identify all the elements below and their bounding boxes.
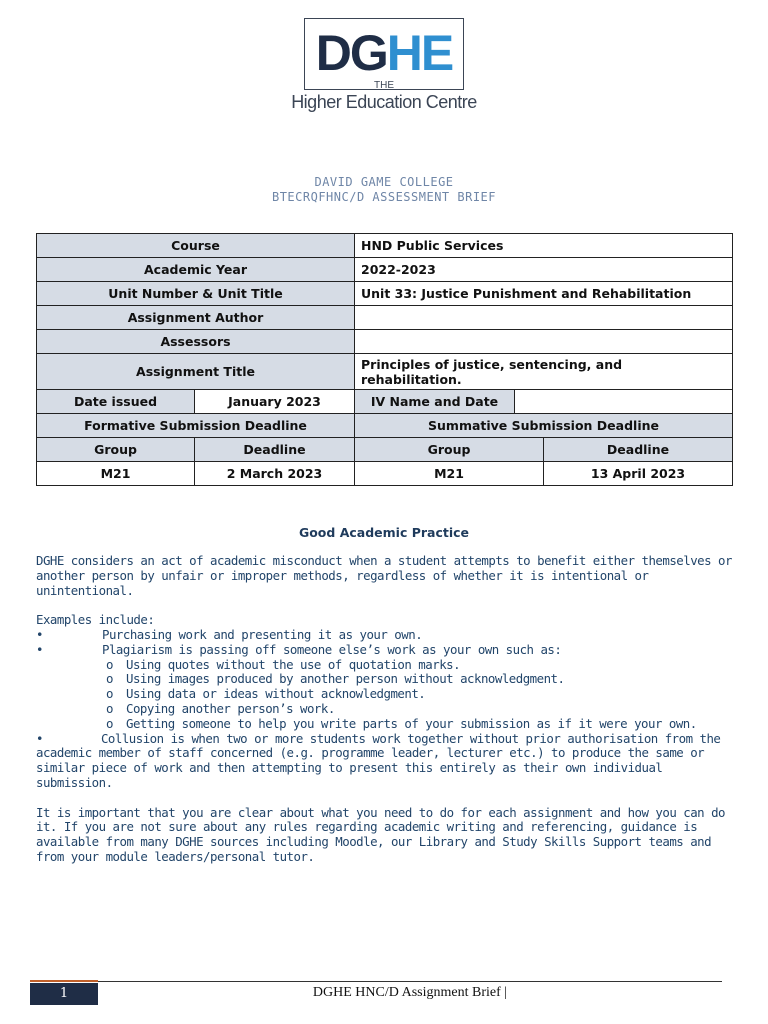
sub-bullet-icon: o — [106, 656, 113, 672]
list-item: o Using quotes without the use of quotation marks. — [106, 656, 461, 672]
assignment-title-label: Assignment Title — [37, 354, 355, 390]
footer-divider — [30, 981, 722, 982]
bullet-icon: • — [36, 641, 43, 657]
table-row — [37, 330, 733, 354]
bullet-icon: • — [36, 626, 43, 642]
iv-label: IV Name and Date — [355, 390, 515, 414]
document-header — [0, 175, 768, 205]
table-row — [37, 390, 733, 414]
list-item: • Plagiarism is passing off someone else’s work as your own such as: — [36, 641, 562, 657]
intro-paragraph: DGHE considers an act of academic misconduct when a student attempts to benefit either themselves or another person by unfair or improper methods, regardless of whether it is intentional or unintentional. — [36, 553, 732, 598]
unit-label: Unit Number & Unit Title — [37, 282, 355, 306]
footer-title: DGHE HNC/D Assignment Brief | — [312, 985, 508, 1000]
course-value: HND Public Services — [355, 234, 733, 258]
sub-bullet-icon: o — [106, 715, 113, 731]
summative-deadline-col-header: Deadline — [544, 438, 733, 462]
table-row — [37, 462, 733, 486]
list-item: o Copying another person’s work. — [106, 700, 335, 716]
course-label: Course — [37, 234, 355, 258]
bullet-icon: • — [36, 730, 43, 746]
examples-heading: Examples include: — [36, 612, 155, 628]
assessors-value — [355, 330, 733, 354]
table-row — [37, 258, 733, 282]
author-label: Assignment Author — [37, 306, 355, 330]
list-item: o Using images produced by another person without acknowledgment. — [106, 671, 565, 687]
date-issued-label: Date issued — [37, 390, 195, 414]
table-row — [37, 306, 733, 330]
list-item: o Getting someone to help you write parts of your submission as if it were your own. — [106, 715, 697, 731]
table-row — [37, 354, 733, 390]
list-item: o Using data or ideas without acknowledgment. — [106, 686, 426, 702]
page-number: 1 — [30, 983, 98, 1005]
author-value — [355, 306, 733, 330]
formative-deadline-value: 2 March 2023 — [195, 462, 355, 486]
unit-value: Unit 33: Justice Punishment and Rehabilitation — [355, 282, 733, 306]
iv-value — [515, 390, 733, 414]
formative-group-value: M21 — [37, 462, 195, 486]
logo-the: THE — [374, 80, 394, 91]
table-row — [37, 438, 733, 462]
formative-group-header: Group — [37, 438, 195, 462]
logo-wordmark: DGHE — [315, 25, 453, 81]
date-issued-value: January 2023 — [195, 390, 355, 414]
formative-deadline-col-header: Deadline — [195, 438, 355, 462]
summative-deadline-value: 13 April 2023 — [544, 462, 733, 486]
summative-group-header: Group — [355, 438, 544, 462]
assignment-details-table — [36, 233, 733, 486]
college-name: DAVID GAME COLLEGE — [314, 175, 454, 189]
summative-deadline-header: Summative Submission Deadline — [355, 414, 733, 438]
formative-deadline-header: Formative Submission Deadline — [37, 414, 355, 438]
sub-bullet-icon: o — [106, 700, 113, 716]
logo-subtitle: Higher Education Centre — [291, 92, 477, 112]
table-row — [37, 234, 733, 258]
assessors-label: Assessors — [37, 330, 355, 354]
closing-paragraph: It is important that you are clear about what you need to do for each assignment and how you can do it. If you are not sure about any rules regarding academic writing and referencing, guidance is available from many DGHE sources including Moodle, our Library and Study Skills Support teams and from your module leaders/personal tutor. — [36, 804, 726, 864]
academic-practice-body — [36, 554, 736, 865]
footer-accent — [30, 980, 98, 982]
sub-bullet-icon: o — [106, 686, 113, 702]
brief-name: BTECRQFHNC/D ASSESSMENT BRIEF — [271, 190, 496, 204]
summative-group-value: M21 — [355, 462, 544, 486]
academic-year-value: 2022-2023 — [355, 258, 733, 282]
table-row — [37, 414, 733, 438]
section-title: Good Academic Practice — [298, 525, 470, 540]
academic-year-label: Academic Year — [37, 258, 355, 282]
assignment-title-value: Principles of justice, sentencing, and rehabilitation. — [355, 354, 733, 390]
table-row — [37, 282, 733, 306]
list-item: • Purchasing work and presenting it as your own. — [36, 626, 423, 642]
sub-bullet-icon: o — [106, 671, 113, 687]
list-item: • Collusion is when two or more students work together without prior authorisation from the academic member of staff concerned (e.g. programme leader, lecturer etc.) to produce the same or similar piece of work and then attempting to present this entirely as their own individual submission. — [36, 730, 721, 790]
